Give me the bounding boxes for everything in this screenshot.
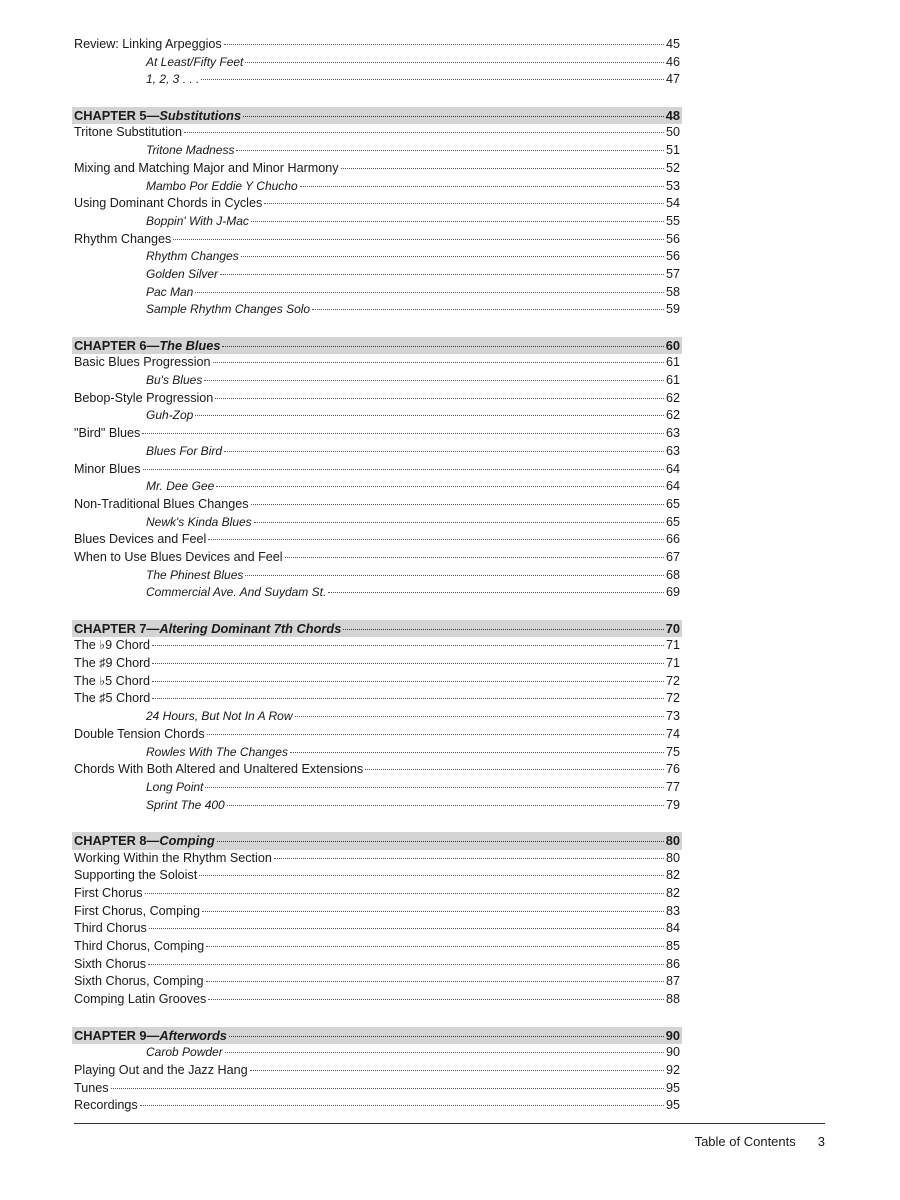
toc-subentry [74, 213, 680, 231]
chapter-subtitle: Substitutions [159, 107, 242, 123]
toc-entry [74, 549, 680, 567]
chapter-heading [72, 107, 682, 125]
toc-entry [74, 655, 680, 673]
page-number: 61 [665, 373, 680, 388]
toc-entry [74, 726, 680, 744]
toc-entry [74, 496, 680, 514]
toc-subentry [74, 71, 680, 89]
page-number: 74 [665, 726, 680, 741]
chapter-prefix: CHAPTER 8— [74, 832, 160, 848]
section-title: The ♯5 Chord [74, 691, 151, 706]
dot-leader [236, 150, 664, 151]
section-title: Comping Latin Grooves [74, 992, 207, 1007]
chapter-subtitle: Afterwords [159, 1027, 227, 1043]
page-number: 82 [665, 868, 680, 883]
section-title: Playing Out and the Jazz Hang [74, 1062, 248, 1077]
tune-title: Newk's Kinda Blues [146, 514, 252, 529]
section-title: Mixing and Matching Major and Minor Harmony [74, 160, 339, 175]
section-title: The ♭5 Chord [74, 673, 150, 688]
toc-entry [74, 425, 680, 443]
dot-leader [202, 911, 664, 912]
dot-leader [207, 734, 664, 735]
toc-entry [74, 761, 680, 779]
dot-leader [152, 663, 664, 664]
page-number: 92 [665, 1062, 680, 1077]
tune-title: Boppin' With J-Mac [146, 213, 249, 228]
dot-leader [290, 752, 664, 753]
toc-entry [74, 867, 680, 885]
tune-title: Pac Man [146, 284, 194, 299]
page-number: 80 [665, 832, 680, 848]
page-number: 63 [665, 443, 680, 458]
dot-leader [245, 575, 664, 576]
toc-subentry [74, 708, 680, 726]
chapter-heading [72, 337, 682, 355]
section-title: Recordings [74, 1098, 138, 1113]
dot-leader [145, 893, 664, 894]
tune-title: Sample Rhythm Changes Solo [146, 302, 311, 317]
toc-subentry [74, 248, 680, 266]
tune-title: 24 Hours, But Not In A Row [146, 709, 293, 724]
page-number: 84 [665, 921, 680, 936]
dot-leader [199, 875, 664, 876]
tune-title: Long Point [146, 779, 204, 794]
dot-leader [224, 44, 664, 45]
toc-entry [74, 637, 680, 655]
section-title: Using Dominant Chords in Cycles [74, 196, 263, 211]
chapter-subtitle: Comping [159, 832, 215, 848]
tune-title: Rowles With The Changes [146, 744, 288, 759]
chapter-heading [72, 832, 682, 850]
toc-subentry [74, 1044, 680, 1062]
section-title: Minor Blues [74, 461, 141, 476]
chapter-title [74, 832, 215, 850]
toc-entry [74, 850, 680, 868]
dot-leader [217, 841, 664, 842]
footer-label: Table of Contents [694, 1134, 796, 1149]
dot-leader [140, 1105, 664, 1106]
tune-title: Golden Silver [146, 266, 219, 281]
page-number: 70 [665, 620, 680, 636]
page-number: 62 [665, 408, 680, 423]
section-title: Rhythm Changes [74, 231, 172, 246]
dot-leader [251, 221, 664, 222]
section-title: Non-Traditional Blues Changes [74, 496, 249, 511]
page-number: 76 [665, 762, 680, 777]
page-number: 68 [665, 567, 680, 582]
toc-entry [74, 690, 680, 708]
chapter-heading [72, 1027, 682, 1045]
page-number: 73 [665, 709, 680, 724]
toc-entry [74, 1080, 680, 1098]
section-title: Sixth Chorus [74, 956, 147, 971]
toc-entry [74, 231, 680, 249]
toc-entry [74, 1062, 680, 1080]
toc-entry [74, 36, 680, 54]
section-title: Sixth Chorus, Comping [74, 974, 204, 989]
page-number: 88 [665, 992, 680, 1007]
page-number: 95 [665, 1098, 680, 1113]
dot-leader [111, 1088, 664, 1089]
tune-title: Guh-Zop [146, 408, 194, 423]
dot-leader [206, 946, 664, 947]
dot-leader [204, 380, 664, 381]
footer-page-number: 3 [817, 1134, 825, 1149]
dot-leader [143, 469, 664, 470]
toc-entry [74, 885, 680, 903]
chapter-title [74, 107, 241, 125]
toc-entry [74, 956, 680, 974]
page-number: 50 [665, 125, 680, 140]
toc-entry [74, 461, 680, 479]
dot-leader [264, 203, 664, 204]
page-number: 72 [665, 673, 680, 688]
dot-leader [241, 256, 664, 257]
dot-leader [254, 522, 664, 523]
page-number: 95 [665, 1080, 680, 1095]
toc-subentry [74, 284, 680, 302]
page-number: 65 [665, 496, 680, 511]
toc-subentry [74, 797, 680, 815]
tune-title: Sprint The 400 [146, 797, 225, 812]
page-number: 87 [665, 974, 680, 989]
page-footer [695, 1134, 825, 1149]
page-number: 53 [665, 178, 680, 193]
toc-entry [74, 991, 680, 1009]
page-number: 64 [665, 479, 680, 494]
dot-leader [250, 1070, 664, 1071]
chapter-title [74, 1027, 227, 1045]
dot-leader [274, 858, 664, 859]
tune-title: Mambo Por Eddie Y Chucho [146, 178, 298, 193]
dot-leader [208, 539, 664, 540]
tune-title: Blues For Bird [146, 443, 223, 458]
toc-subentry [74, 372, 680, 390]
page-number: 62 [665, 390, 680, 405]
toc-subentry [74, 478, 680, 496]
page-number: 55 [665, 213, 680, 228]
page-number: 66 [665, 532, 680, 547]
dot-leader [152, 698, 664, 699]
page-number: 61 [665, 355, 680, 370]
dot-leader [184, 132, 664, 133]
chapter-title [74, 620, 341, 638]
tune-title: Commercial Ave. And Suydam St. [146, 585, 327, 600]
tune-title: 1, 2, 3 . . . [146, 72, 200, 87]
section-title: Basic Blues Progression [74, 355, 211, 370]
page-number: 80 [665, 850, 680, 865]
page-number: 77 [665, 779, 680, 794]
section-title: Blues Devices and Feel [74, 532, 207, 547]
page-number: 58 [665, 284, 680, 299]
section-title: Tritone Substitution [74, 125, 183, 140]
page-number: 57 [665, 266, 680, 281]
chapter-subtitle: Altering Dominant 7th Chords [159, 620, 342, 636]
page-number: 71 [665, 638, 680, 653]
dot-leader [152, 681, 664, 682]
dot-leader [216, 486, 664, 487]
section-title: Review: Linking Arpeggios [74, 37, 222, 51]
section-title: Chords With Both Altered and Unaltered Extensions [74, 762, 364, 777]
toc-subentry [74, 443, 680, 461]
section-title: Supporting the Soloist [74, 868, 198, 883]
dot-leader [285, 557, 664, 558]
dot-leader [222, 346, 663, 347]
tune-title: At Least/Fifty Feet [146, 54, 244, 69]
page-number: 90 [665, 1027, 680, 1043]
chapter-prefix: CHAPTER 9— [74, 1027, 160, 1043]
toc-subentry [74, 779, 680, 797]
page-number: 63 [665, 426, 680, 441]
page-number: 75 [665, 744, 680, 759]
dot-leader [149, 928, 664, 929]
dot-leader [295, 716, 664, 717]
page-number: 67 [665, 549, 680, 564]
chapter-prefix: CHAPTER 6— [74, 337, 160, 353]
page-number: 79 [665, 797, 680, 812]
dot-leader [152, 645, 664, 646]
page-number: 54 [665, 196, 680, 211]
section-title: Double Tension Chords [74, 726, 205, 741]
section-title: First Chorus, Comping [74, 903, 200, 918]
chapter-prefix: CHAPTER 5— [74, 107, 160, 123]
page-number: 83 [665, 903, 680, 918]
page-number: 90 [665, 1045, 680, 1060]
chapter-prefix: CHAPTER 7— [74, 620, 160, 636]
page-number: 56 [665, 249, 680, 264]
page-number: 59 [665, 302, 680, 317]
section-title: "Bird" Blues [74, 426, 141, 441]
dot-leader [220, 274, 664, 275]
dot-leader [148, 964, 664, 965]
dot-leader [195, 292, 664, 293]
dot-leader [205, 787, 664, 788]
chapter-subtitle: The Blues [159, 337, 221, 353]
section-title: Bebop-Style Progression [74, 390, 214, 405]
table-of-contents [74, 36, 680, 1115]
toc-entry [74, 390, 680, 408]
footer-rule [74, 1123, 825, 1124]
dot-leader [201, 79, 664, 80]
toc-entry [74, 938, 680, 956]
dot-leader [173, 239, 664, 240]
toc-entry [74, 160, 680, 178]
toc-entry [74, 195, 680, 213]
dot-leader [341, 168, 664, 169]
dot-leader [312, 309, 664, 310]
dot-leader [229, 1036, 664, 1037]
page-number: 52 [665, 160, 680, 175]
section-title: First Chorus [74, 886, 143, 900]
dot-leader [206, 981, 664, 982]
toc-subentry [74, 744, 680, 762]
toc-entry [74, 531, 680, 549]
page-number: 65 [665, 514, 680, 529]
tune-title: The Phinest Blues [146, 567, 244, 582]
toc-subentry [74, 142, 680, 160]
page-number: 45 [665, 37, 680, 51]
toc-entry [74, 903, 680, 921]
section-title: When to Use Blues Devices and Feel [74, 549, 283, 564]
toc-subentry [74, 514, 680, 532]
toc-entry [74, 354, 680, 372]
page-number: 51 [665, 143, 680, 158]
toc-entry [74, 973, 680, 991]
page-number: 64 [665, 461, 680, 476]
page-number: 69 [665, 585, 680, 600]
page-number: 60 [665, 337, 680, 353]
toc-entry [74, 920, 680, 938]
dot-leader [243, 116, 664, 117]
page-number: 48 [665, 107, 680, 123]
dot-leader [213, 362, 664, 363]
dot-leader [142, 433, 664, 434]
dot-leader [365, 769, 664, 770]
section-title: The ♭9 Chord [74, 638, 150, 653]
toc-subentry [74, 178, 680, 196]
page-number: 82 [665, 886, 680, 900]
dot-leader [300, 186, 664, 187]
page-number: 72 [665, 691, 680, 706]
section-title: Working Within the Rhythm Section [74, 850, 272, 865]
tune-title: Mr. Dee Gee [146, 479, 215, 494]
page-number: 46 [665, 54, 680, 69]
section-title: Third Chorus, Comping [74, 939, 205, 954]
page-number: 71 [665, 656, 680, 671]
tune-title: Bu's Blues [146, 373, 203, 388]
dot-leader [328, 592, 664, 593]
dot-leader [227, 805, 664, 806]
tune-title: Rhythm Changes [146, 249, 239, 264]
page-number: 86 [665, 956, 680, 971]
section-title: Third Chorus [74, 921, 147, 936]
toc-entry [74, 1097, 680, 1115]
dot-leader [215, 398, 664, 399]
toc-subentry [74, 407, 680, 425]
toc-entry [74, 124, 680, 142]
section-title: The ♯9 Chord [74, 656, 151, 671]
dot-leader [195, 415, 664, 416]
dot-leader [251, 504, 664, 505]
chapter-title [74, 337, 220, 355]
toc-subentry [74, 54, 680, 72]
toc-subentry [74, 266, 680, 284]
section-title: Tunes [74, 1080, 109, 1095]
dot-leader [245, 62, 664, 63]
page-number: 47 [665, 72, 680, 87]
tune-title: Tritone Madness [146, 143, 235, 158]
toc-subentry [74, 584, 680, 602]
dot-leader [208, 999, 664, 1000]
dot-leader [343, 629, 663, 630]
toc-entry [74, 673, 680, 691]
chapter-heading [72, 620, 682, 638]
tune-title: Carob Powder [146, 1045, 223, 1060]
dot-leader [225, 1052, 664, 1053]
dot-leader [224, 451, 664, 452]
page-number: 85 [665, 939, 680, 954]
toc-subentry [74, 567, 680, 585]
page-number: 56 [665, 231, 680, 246]
toc-subentry [74, 301, 680, 319]
